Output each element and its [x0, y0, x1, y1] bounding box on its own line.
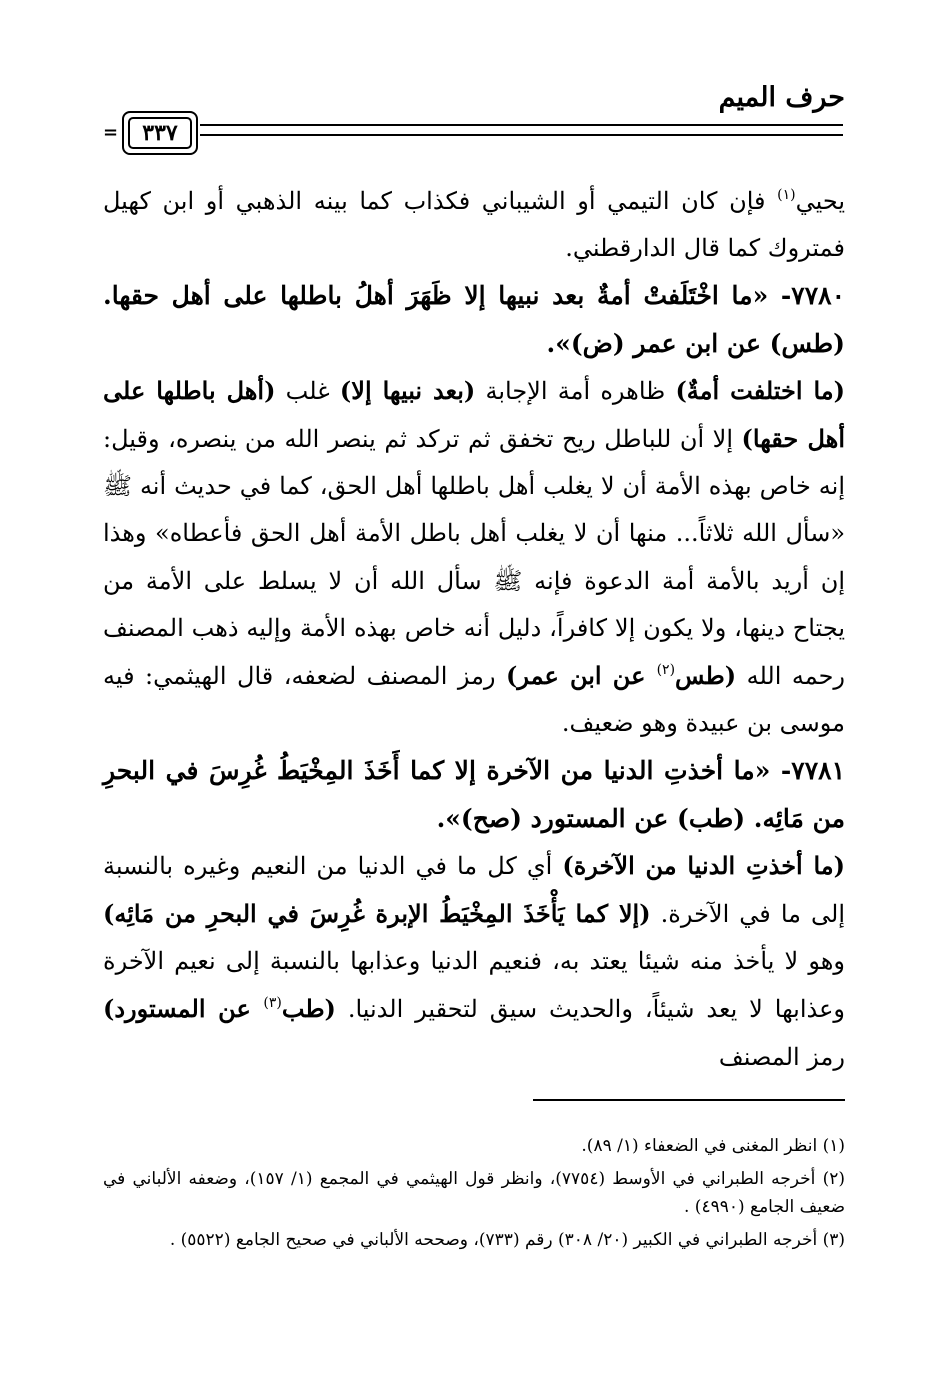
p2-bold-5: عن ابن عمر)	[506, 661, 657, 691]
p2-bold-3: (أهل باطلها على أهل حقها)	[103, 375, 845, 454]
p3-bold-2: (إلا كما يَأْخَذَ المِخْيَطُ الإبرة غُرِسَ في البحرِ من مَائِه)	[103, 899, 651, 929]
page-number-frame	[122, 111, 198, 155]
page-number: ٣٣٧	[128, 117, 192, 149]
p2-text-1: ظاهره أمة الإجابة	[475, 376, 676, 405]
p2-text-2: غلب	[275, 376, 340, 405]
main-text	[103, 178, 845, 1081]
p3-text-2: وهو لا يأخذ منه شيئا يعتد به، فنعيم الدنيا وعذابها بالنسبة إلى نعيم الآخرة وعذابها لا يعد شيئاً، والحديث سيق لتحقير الدنيا.	[103, 947, 845, 1024]
header-rule	[200, 124, 843, 136]
hadith-7780: ٧٧٨٠- «ما اخْتَلَفتْ أمةٌ بعد نبيها إلا ظَهَرَ أهلُ باطلها على أهل حقها. (طس) عن ابن عمر (ض)».	[103, 281, 845, 358]
p2-bold-2: (بعد نبيها إلا)	[339, 375, 476, 405]
paragraph-2	[103, 367, 845, 748]
p2-bold-1: (ما اختلفت أمةٌ)	[675, 375, 846, 405]
p3-bold-1: (ما أخذتِ الدنيا من الآخرة)	[562, 850, 845, 880]
chapter-title: حرف الميم	[718, 82, 845, 113]
footnote-ref-1: (١)	[777, 187, 796, 203]
p3-text-3: رمز المصنف	[718, 1042, 845, 1071]
footnote-3: (٣) أخرجه الطبراني في الكبير (٢٠/ ٣٠٨) رقم (٧٣٣)، وصححه الألباني في صحيح الجامع (٥٥٢٢) .	[169, 1230, 845, 1250]
p2-text-3: إلا أن للباطل ريح تخفق ثم تركد ثم ينصر الله من ينصره، وقيل: إنه خاص بهذه الأمة أن لا يغلب أهل باطلها أهل الحق، كما في حديث أنه ﷺ «سأل الله ثلاثاً... منها أن لا يغلب أهل باطل الأمة أهل الحق فأعطاه» وهذا إن أريد بالأمة أمة الدعوة فإنه ﷺ سأل الله أن لا يسلط على الأمة من يجتاح دينها، ولا يكون إلا كافراً، دليل أنه خاص بهذه الأمة وإليه ذهب المصنف رحمه الله	[103, 425, 846, 691]
footnote-separator	[533, 1099, 845, 1101]
header-tick: =	[103, 122, 119, 143]
hadith-7781: ٧٧٨١- «ما أخذتِ الدنيا من الآخرة إلا كما أَخَذَ المِخْيَطُ غُرِسَ في البحرِ من مَائِه. (طب) عن المستورد (صح)».	[103, 756, 845, 833]
p3-text-1: أي كل ما في الدنيا من النعيم وغيره بالنسبة إلى ما في الآخرة.	[103, 851, 846, 929]
footnote-1: (١) انظر المغنى في الضعفاء (١/ ٨٩).	[581, 1136, 845, 1156]
footnotes	[103, 1132, 845, 1259]
footnote-2: (٢) أخرجه الطبراني في الأوسط (٧٧٥٤)، وانظر قول الهيثمي في المجمع (١/ ١٥٧)، وضعفه الألباني في ضعيف الجامع (٤٩٩٠) .	[103, 1169, 846, 1217]
p3-bold-3: (طب	[281, 994, 336, 1024]
p2-bold-4: (طس	[675, 661, 737, 691]
footnote-ref-2: (٢)	[656, 662, 676, 679]
p3-bold-4: عن المستورد)	[103, 994, 264, 1024]
p1-text-2: فإن كان التيمي أو الشيباني فكذاب كما بينه الذهبي أو ابن كهيل فمتروك كما قال الدارقطني.	[103, 187, 845, 263]
p1-text-1: يحيي	[795, 187, 845, 215]
paragraph-3	[103, 842, 845, 1081]
paragraph-1	[103, 178, 845, 272]
p2-text-4: رمز المصنف لضعفه، قال الهيثمي: فيه موسى بن عبيدة وهو ضعيف.	[103, 662, 845, 738]
footnote-ref-3: (٣)	[263, 995, 282, 1012]
